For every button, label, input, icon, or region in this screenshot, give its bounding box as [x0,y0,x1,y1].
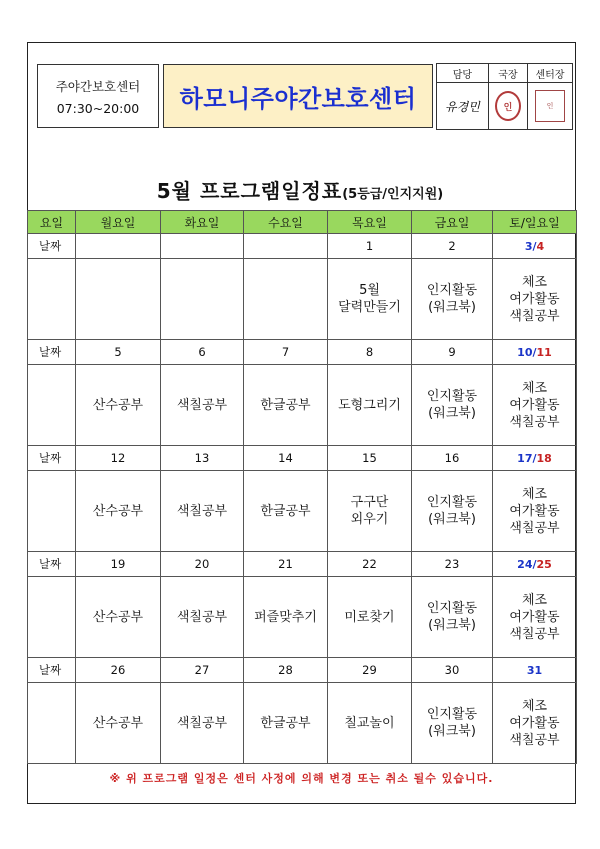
activity-text: 한글공부 [260,397,311,413]
activity-text: 산수공부 [92,715,144,731]
activity-text: (워크북) [428,618,476,633]
center-info-box [37,64,159,128]
activity-cell [493,683,577,764]
activity-text: 여가활동 [509,609,560,625]
weekend-date-cell [493,340,577,365]
saturday-date: 10 [517,346,533,359]
activity-text: 여가활동 [509,397,560,413]
date-row [28,658,577,683]
activity-cell [244,365,328,446]
column-header: 목요일 [328,211,412,234]
date-cell: 15 [328,446,412,471]
activity-text: 여가활동 [509,715,560,731]
approval-stamp-director [488,83,527,130]
activity-text: 색칠공부 [176,609,228,625]
approval-signature-staff [437,83,489,130]
approval-label-director: 국장 [488,64,527,83]
activity-text: 구구단 [350,495,389,510]
activity-cell [76,577,161,658]
activity-row-label [28,365,76,446]
date-row-label: 날짜 [28,234,76,259]
activity-row [28,683,577,764]
activity-row-label [28,683,76,764]
activity-cell [412,577,493,658]
date-row-label: 날짜 [28,340,76,365]
activity-row [28,365,577,446]
weekend-separator: / [532,452,537,465]
date-cell: 19 [76,552,161,577]
date-cell: 6 [161,340,244,365]
activity-cell [244,683,328,764]
activity-text: (워크북) [428,406,476,421]
activity-text: 인지활동 [426,283,478,298]
activity-cell [161,259,244,340]
activity-cell [493,577,577,658]
activity-text: 인지활동 [426,495,478,510]
activity-cell [328,471,412,552]
column-header: 금요일 [412,211,493,234]
activity-cell [161,683,244,764]
activity-cell [493,365,577,446]
saturday-date: 24 [517,558,533,571]
activity-text: 체조 [521,592,548,608]
operating-hours: 07:30~20:00 [56,101,140,116]
weekend-date-cell [493,446,577,471]
activity-cell [328,683,412,764]
activity-text: 산수공부 [92,503,144,519]
activity-cell [328,577,412,658]
sunday-date: 4 [536,240,545,253]
date-cell: 7 [244,340,328,365]
date-cell: 30 [412,658,493,683]
sunday-date: 11 [536,346,552,359]
approval-label-head: 센터장 [528,64,573,83]
date-cell: 14 [244,446,328,471]
date-cell: 28 [244,658,328,683]
activity-cell [328,365,412,446]
activity-row [28,471,577,552]
activity-text: 인지활동 [426,601,478,616]
activity-text: 미로찾기 [344,609,395,625]
activity-text: 여가활동 [509,291,560,307]
date-cell: 9 [412,340,493,365]
activity-cell [412,365,493,446]
weekend-separator: / [532,240,537,253]
date-row [28,446,577,471]
activity-cell [493,471,577,552]
date-cell: 5 [76,340,161,365]
activity-text: 5월 [359,283,380,298]
weekend-separator: / [532,346,537,359]
activity-cell [412,259,493,340]
activity-text: 색칠공부 [509,414,560,430]
activity-cell [244,259,328,340]
schedule-title-main: 5월 프로그램일정표 [156,179,343,203]
activity-cell [161,365,244,446]
sunday-date: 18 [536,452,552,465]
date-cell: 1 [328,234,412,259]
activity-text: 산수공부 [92,609,144,625]
activity-text: (워크북) [428,724,476,739]
date-cell: 2 [412,234,493,259]
table-header-row [28,211,577,234]
date-cell: 27 [161,658,244,683]
activity-text: 한글공부 [260,503,311,519]
activity-cell [412,471,493,552]
signature: 유경민 [445,99,480,114]
saturday-date: 31 [526,664,543,677]
saturday-date: 17 [517,452,533,465]
column-header: 수요일 [244,211,328,234]
activity-text: 산수공부 [92,397,144,413]
date-cell: 20 [161,552,244,577]
approval-label-staff: 담당 [437,64,489,83]
date-row-label: 날짜 [28,658,76,683]
activity-text: 외우기 [350,512,389,527]
activity-text: 색칠공부 [176,397,228,413]
schedule-title-sub: (5등급/인지지원) [342,187,444,202]
date-cell [161,234,244,259]
date-cell: 13 [161,446,244,471]
activity-text: 퍼즐맞추기 [254,609,317,625]
page-title: 하모니주야간보호센터 [163,64,433,128]
date-cell: 29 [328,658,412,683]
activity-cell [493,259,577,340]
activity-text: 한글공부 [260,715,311,731]
activity-text: 인지활동 [426,389,478,404]
schedule-table [27,210,577,764]
notice-text: ※ 위 프로그램 일정은 센터 사정에 의해 변경 또는 취소 될수 있습니다. [109,772,494,785]
weekend-separator: / [532,558,537,571]
activity-cell [244,577,328,658]
column-header: 토/일요일 [493,211,577,234]
square-seal-icon: 인 [535,90,565,122]
activity-cell [76,365,161,446]
weekend-date-cell [493,234,577,259]
activity-text: 도형그리기 [338,397,401,413]
activity-text: 칠교놀이 [344,715,395,731]
sunday-date: 25 [536,558,552,571]
activity-text: (워크북) [428,512,476,527]
weekend-date-cell [493,552,577,577]
date-cell: 12 [76,446,161,471]
activity-text: 색칠공부 [509,626,560,642]
date-row-label: 날짜 [28,446,76,471]
date-cell: 8 [328,340,412,365]
activity-text: 색칠공부 [509,520,560,536]
activity-text: (워크북) [428,300,476,315]
activity-text: 체조 [521,274,548,290]
date-cell: 22 [328,552,412,577]
center-name: 주야간보호센터 [55,79,141,94]
date-cell: 26 [76,658,161,683]
saturday-date: 3 [524,240,533,253]
activity-text: 색칠공부 [176,715,228,731]
date-cell: 16 [412,446,493,471]
activity-cell [161,577,244,658]
date-row [28,340,577,365]
activity-cell [412,683,493,764]
column-header: 요일 [28,211,76,234]
activity-cell [76,683,161,764]
activity-cell [161,471,244,552]
activity-text: 색칠공부 [509,308,560,324]
approval-stamp-head [528,83,573,130]
activity-row [28,259,577,340]
activity-row-label [28,259,76,340]
activity-cell [76,259,161,340]
activity-text: 인지활동 [426,707,478,722]
approval-table [436,63,573,130]
date-cell: 21 [244,552,328,577]
activity-text: 체조 [521,698,548,714]
date-row [28,552,577,577]
activity-text: 색칠공부 [509,732,560,748]
date-cell [244,234,328,259]
activity-cell [76,471,161,552]
column-header: 월요일 [76,211,161,234]
date-row-label: 날짜 [28,552,76,577]
activity-row [28,577,577,658]
activity-row-label [28,471,76,552]
activity-text: 색칠공부 [176,503,228,519]
date-cell [76,234,161,259]
activity-row-label [28,577,76,658]
activity-cell [328,259,412,340]
activity-cell [244,471,328,552]
date-cell: 23 [412,552,493,577]
activity-text: 체조 [521,486,548,502]
activity-text: 달력만들기 [338,300,401,315]
schedule-title [0,175,600,204]
activity-text: 여가활동 [509,503,560,519]
column-header: 화요일 [161,211,244,234]
activity-text: 체조 [521,380,548,396]
weekend-date-cell [493,658,577,683]
date-row [28,234,577,259]
seal-stamp-icon: 인 [495,91,521,121]
